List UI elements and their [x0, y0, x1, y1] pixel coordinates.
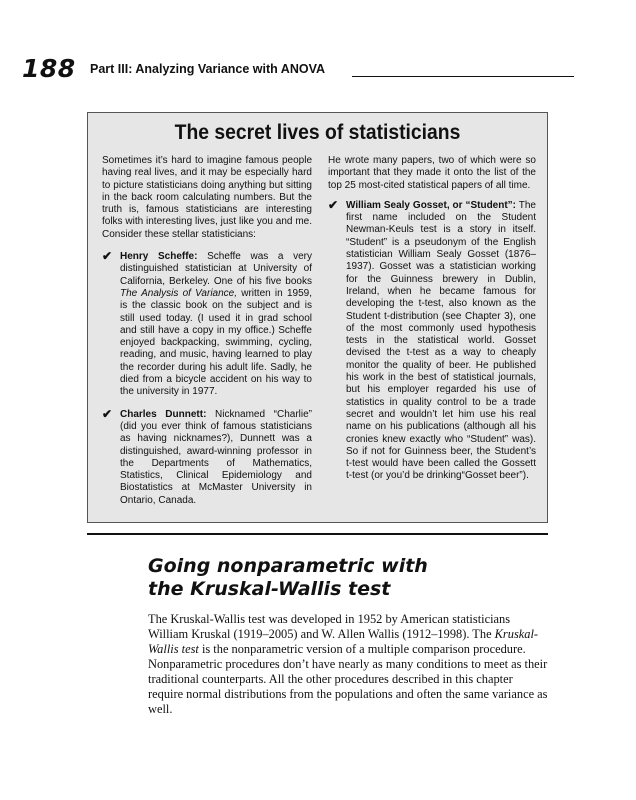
statistician-name: William Sealy Gosset, or “Student”: — [346, 199, 517, 211]
sidebar-title: The secret lives of statisticians — [174, 121, 461, 144]
page-number: 188 — [22, 54, 76, 83]
sidebar-box — [87, 112, 548, 523]
section-body — [148, 612, 548, 717]
sidebar-bottom-rule — [87, 533, 548, 535]
statistician-name: Henry Scheffe: — [120, 251, 198, 263]
checkmark-icon: ✔ — [102, 249, 113, 264]
bullet-text: written in 1959, is the classic book on the subject and is still used today. (I used it in grad school and still have a copy in my office.) Scheffe enjoyed backpacking, swimming, cycling, reading, and music, having learned to play the recorder during his adult life. Sadly, he died from a bicycle accident on his way to the university in 1977. — [120, 287, 312, 398]
bullet-text: Nicknamed “Charlie” (did you ever think of famous statisticians as having nicknames?), Dunnett was a distinguished, award-winning professor in the Departments of Mathematics, Statistics, Clinical Epidemiology and Biostatistics at McMaster University in Ontario, Canada. — [120, 408, 312, 506]
sidebar-intro: Sometimes it’s hard to imagine famous people having real lives, and it may be especially hard to picture statisticians doing anything but sitting in the back room calculating numbers. But the truth is, famous statisticians are interesting folks with interesting lives, just like you and me. Consider these stellar statisticians: — [102, 155, 312, 240]
page-header — [22, 54, 552, 86]
body-text: is the nonparametric version of a multiple comparison procedure. Nonparametric procedures don’t have nearly as many conditions to meet as their traditional counterparts. All the other procedures described in this chapter require normal distributions from the populations and often the same variance as well. — [148, 642, 548, 716]
checkmark-icon: ✔ — [102, 406, 113, 421]
heading-line: Going nonparametric with — [148, 555, 428, 577]
header-rule — [352, 76, 574, 77]
continuation-text: He wrote many papers, two of which were so important that they made it onto the list of the top 25 most-cited statistical papers of all time. — [328, 155, 536, 191]
heading-line: the Kruskal-Wallis test — [148, 578, 391, 600]
bullet-text: The first name included on the Student Newman-Keuls test is a story in itself. “Student” is a pseudonym of the English statistician William Sealy Gosset (1876–1937). Gosset was a statistician working for the Guinness brewery in Dublin, Ireland, when he became famous for developing the t-test, also known as the Student t-distribution (see Chapter 3), one of the most commonly used hypothesis tests in the statistical world. Gosset devised the t-test as a way to cheaply monitor the quality of beer. He published his work in the best of statistical journals, but his employer regarded his use of statistics in quality control to be a trade secret and wouldn’t let him use his real name on his publications (although all his cronies knew exactly who “Student” was). So if not for Guinness beer, the Student’s t-test would have been called the Gossett t-test (or you’d be drinking“Gosset beer”). — [346, 199, 536, 482]
sidebar-left-column — [102, 155, 312, 507]
statistician-name: Charles Dunnett: — [120, 408, 207, 420]
book-title: The Analysis of Variance, — [120, 287, 238, 299]
section-heading — [148, 555, 548, 601]
body-italic: Kruskal-Wallis test — [148, 627, 539, 656]
sidebar-right-column — [328, 155, 536, 483]
list-item — [102, 251, 312, 399]
checkmark-icon: ✔ — [328, 197, 339, 212]
list-item — [102, 406, 312, 507]
bullet-text: Scheffe was a very distinguished statistician at University of California, Berkeley. One of his five books — [120, 251, 312, 287]
list-item — [328, 197, 536, 483]
part-title: Part III: Analyzing Variance with ANOVA — [90, 62, 326, 76]
body-text: The Kruskal-Wallis test was developed in 1952 by American statisticians William Kruskal (1919–2005) and W. Allen Wallis (1912–1998). The — [148, 612, 511, 641]
